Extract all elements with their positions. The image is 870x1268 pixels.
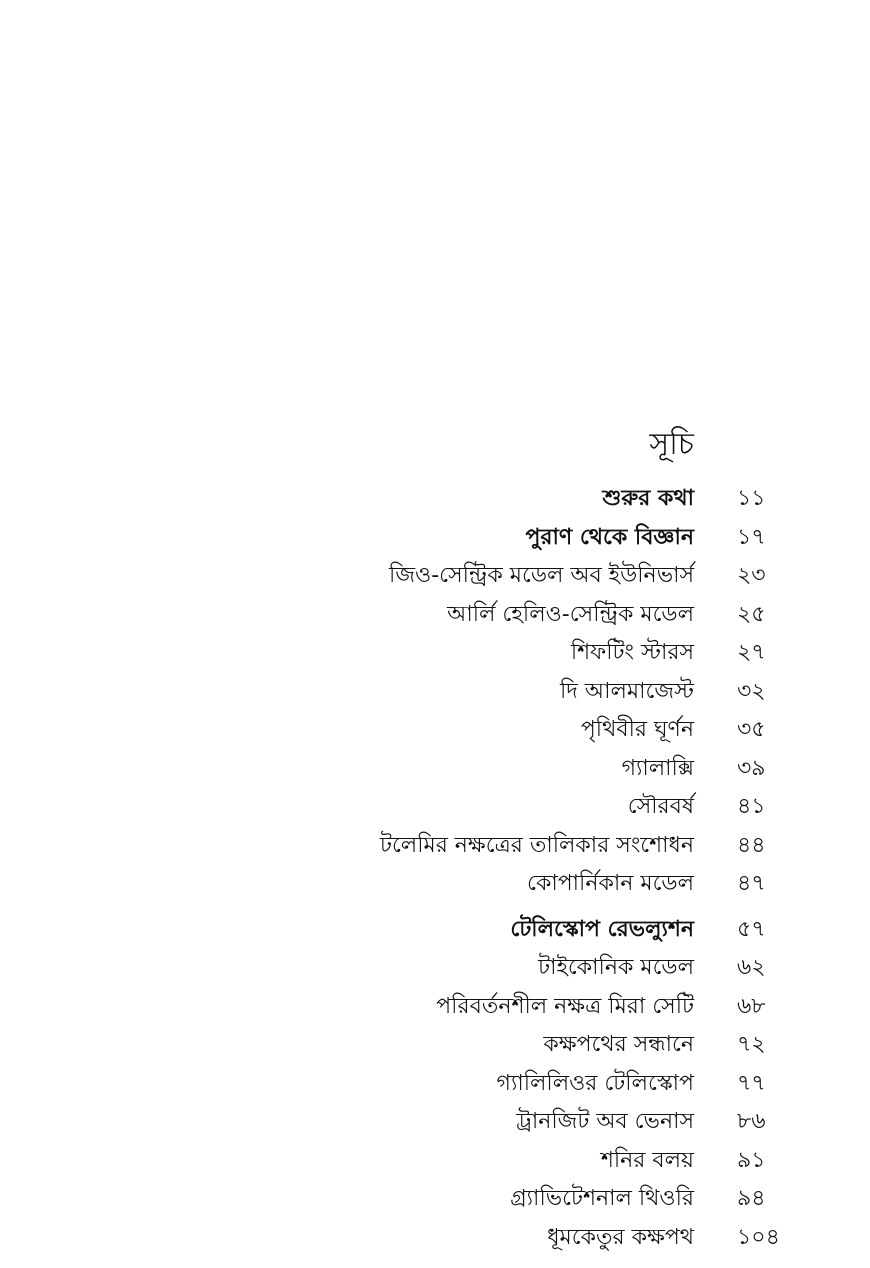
toc-entry-title: গ্যালিলিওর টেলিস্কোপ — [496, 1070, 694, 1096]
toc-entry-title: দি আলমাজেস্ট — [560, 678, 694, 704]
toc-entry-page: ১১ — [737, 486, 766, 511]
toc-entry-page: ১০৪ — [737, 1224, 780, 1250]
toc-entry-page: ১৭ — [737, 524, 766, 550]
toc-entry-page: ২৩ — [737, 563, 766, 588]
toc-entry-page: ৪১ — [737, 794, 766, 819]
toc-entry — [0, 788, 870, 827]
toc-entry — [0, 911, 870, 950]
toc-entry-title: আর্লি হেলিও-সেন্ট্রিক মডেল — [447, 601, 694, 627]
toc-entry — [0, 596, 870, 635]
contents-title: সূচি — [649, 427, 694, 462]
toc-entry-title: শনির বলয় — [600, 1147, 694, 1173]
toc-entry — [0, 750, 870, 789]
toc-entry-title: কোপার্নিকান মডেল — [527, 871, 694, 896]
toc-entry-page: ৪৪ — [737, 832, 766, 858]
toc-entry — [0, 827, 870, 866]
toc-entry — [0, 1026, 870, 1065]
toc-entry-page: ৯৪ — [737, 1186, 766, 1211]
toc-entry-title: শুরুর কথা — [602, 486, 694, 511]
toc-entry — [0, 988, 870, 1027]
toc-entry — [0, 711, 870, 750]
toc-entry — [0, 1142, 870, 1181]
toc-entry-title: টেলিস্কোপ রেভল্যুশন — [510, 916, 694, 942]
toc-entry-page: ৫৭ — [737, 916, 766, 942]
toc-entry-title: টাইকোনিক মডেল — [538, 955, 694, 980]
toc-entry-title: ধূমকেতুর কক্ষপথ — [547, 1224, 694, 1250]
toc-entry-page: ২৫ — [737, 601, 766, 627]
toc-entry — [0, 1180, 870, 1219]
toc-entry-title: শিফটিং স্টারস — [570, 640, 694, 665]
toc-entry-title: জিও-সেন্ট্রিক মডেল অব ইউনিভার্স — [389, 563, 694, 588]
toc-entry-page: ২৭ — [737, 640, 766, 665]
toc-entry-title: পৃথিবীর ঘূর্ণন — [580, 717, 694, 742]
toc-entry — [0, 865, 870, 904]
toc-entry-title: গ্যালাক্সি — [621, 755, 694, 781]
toc-entry — [0, 1103, 870, 1142]
toc-entry-page: ৬৮ — [737, 993, 766, 1019]
toc-entry — [0, 519, 870, 558]
toc-entry-title: ট্রানজিট অব ভেনাস — [516, 1109, 694, 1134]
toc-entry-title: পুরাণ থেকে বিজ্ঞান — [525, 524, 694, 550]
toc-entry-page: ৯১ — [737, 1147, 766, 1173]
toc-entry — [0, 673, 870, 712]
toc-entry-title: পরিবর্তনশীল নক্ষত্র মিরা সেটি — [436, 993, 694, 1019]
toc-entry — [0, 557, 870, 596]
toc-entry-page: ৬২ — [737, 955, 766, 980]
toc-entry-page: ৭৭ — [737, 1070, 766, 1096]
toc-entry — [0, 1219, 870, 1258]
toc-entry — [0, 480, 870, 519]
toc-entry-page: ৩৯ — [737, 755, 766, 781]
toc-entry-title: টলেমির নক্ষত্রের তালিকার সংশোধন — [379, 832, 694, 858]
toc-entry-page: ৭২ — [737, 1032, 766, 1057]
toc-entry-page: ৩৫ — [737, 717, 766, 742]
toc-entry-title: গ্র্যাভিটেশনাল থিওরি — [510, 1186, 694, 1211]
table-of-contents — [0, 480, 870, 1257]
toc-entry-page: ৮৬ — [737, 1109, 766, 1134]
toc-entry-title: সৌরবর্ষ — [627, 794, 694, 819]
toc-entry-title: কক্ষপথের সন্ধানে — [543, 1032, 694, 1057]
toc-entry-page: ৪৭ — [737, 871, 766, 896]
toc-entry — [0, 634, 870, 673]
toc-entry — [0, 949, 870, 988]
toc-entry-page: ৩২ — [737, 678, 766, 704]
toc-entry — [0, 1065, 870, 1104]
